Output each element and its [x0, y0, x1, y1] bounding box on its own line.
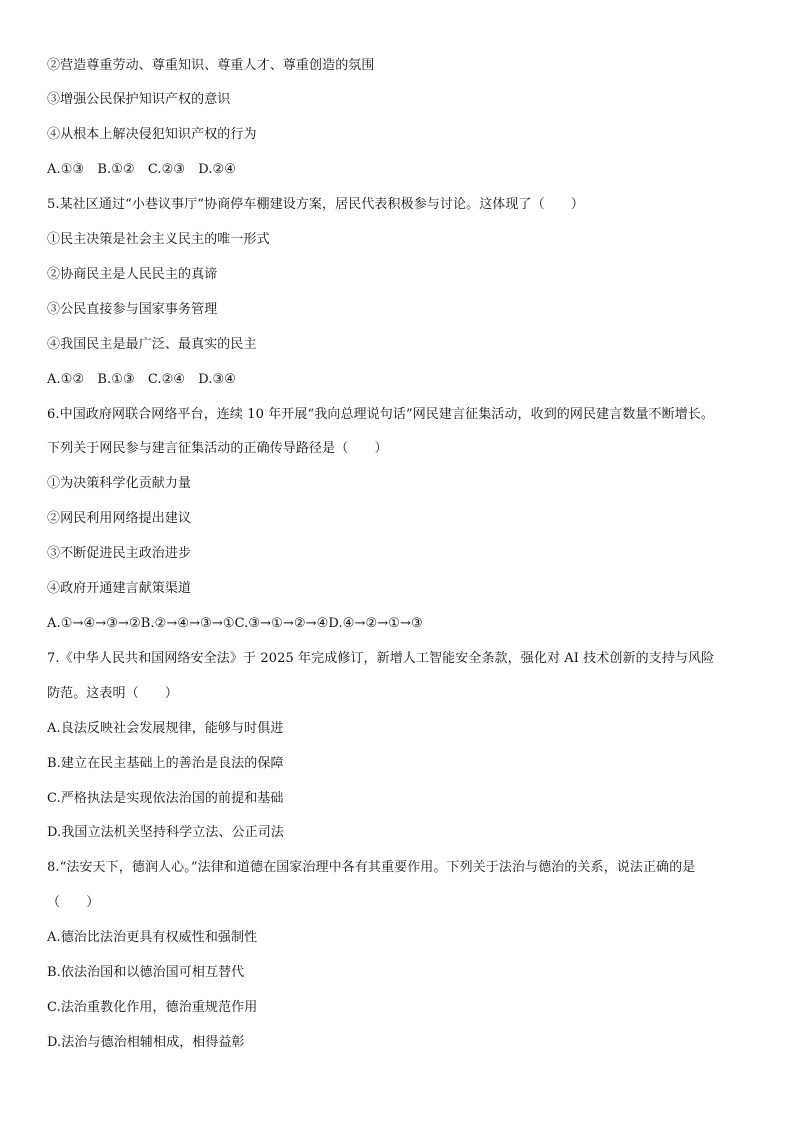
- question-8-stem-line-1: 8.“法安天下，德润人心。”法律和道德在国家治理中各有其重要作用。下列关于法治与德治的关系，说法正确的是: [47, 860, 696, 875]
- option-statement-2: ②营造尊重劳动、尊重知识、尊重人才、尊重创造的氛围: [47, 58, 375, 73]
- q8-option-a: A.德治比法治更具有权威性和强制性: [47, 930, 258, 945]
- q8-option-d: D.法治与德治相辅相成，相得益彰: [47, 1035, 245, 1050]
- q8-option-c: C.法治重教化作用，德治重规范作用: [47, 1000, 258, 1015]
- option-statement-4: ④从根本上解决侵犯知识产权的行为: [47, 127, 257, 142]
- question-5-stem: 5.某社区通过“小巷议事厅”协商停车棚建设方案，居民代表积极参与讨论。这体现了（ ）: [47, 197, 584, 212]
- answer-choices-q5: A.①② B.①③ C.②④ D.③④: [47, 372, 237, 387]
- q5-statement-3: ③公民直接参与国家事务管理: [47, 302, 218, 317]
- q7-option-d: D.我国立法机关坚持科学立法、公正司法: [47, 825, 284, 840]
- q7-option-b: B.建立在民主基础上的善治是良法的保障: [47, 756, 284, 771]
- option-statement-3: ③增强公民保护知识产权的意识: [47, 92, 231, 107]
- q5-statement-4: ④我国民主是最广泛、最真实的民主: [47, 337, 257, 352]
- q5-statement-2: ②协商民主是人民民主的真谛: [47, 267, 218, 282]
- answer-choices-q4: A.①③ B.①② C.②③ D.②④: [47, 162, 237, 177]
- question-6-stem-line-2: 下列关于网民参与建言征集活动的正确传导路径是（ ）: [47, 441, 388, 456]
- q7-option-a: A.良法反映社会发展规律，能够与时俱进: [47, 721, 284, 736]
- q7-option-c: C.严格执法是实现依法治国的前提和基础: [47, 791, 284, 806]
- q5-statement-1: ①民主决策是社会主义民主的唯一形式: [47, 232, 270, 247]
- question-8-stem-line-2: （ ）: [47, 895, 100, 910]
- q8-option-b: B.依法治国和以德治国可相互替代: [47, 965, 245, 980]
- q6-statement-2: ②网民利用网络提出建议: [47, 511, 192, 526]
- question-6-stem-line-1: 6.中国政府网联合网络平台，连续 10 年开展“我向总理说句话”网民建言征集活动，收到的网民建言数量不断增长。: [47, 407, 715, 422]
- q6-statement-3: ③不断促进民主政治进步: [47, 546, 192, 561]
- q6-statement-1: ①为决策科学化贡献力量: [47, 476, 192, 491]
- q6-statement-4: ④政府开通建言献策渠道: [47, 581, 192, 596]
- question-7-stem-line-2: 防范。这表明（ ）: [47, 686, 179, 701]
- answer-choices-q6: A.①→④→③→②B.②→④→③→①C.③→①→②→④D.④→②→①→③: [47, 616, 423, 631]
- question-7-stem-line-1: 7.《中华人民共和国网络安全法》于 2025 年完成修订，新增人工智能安全条款，强化对 AI 技术创新的支持与风险: [47, 651, 715, 666]
